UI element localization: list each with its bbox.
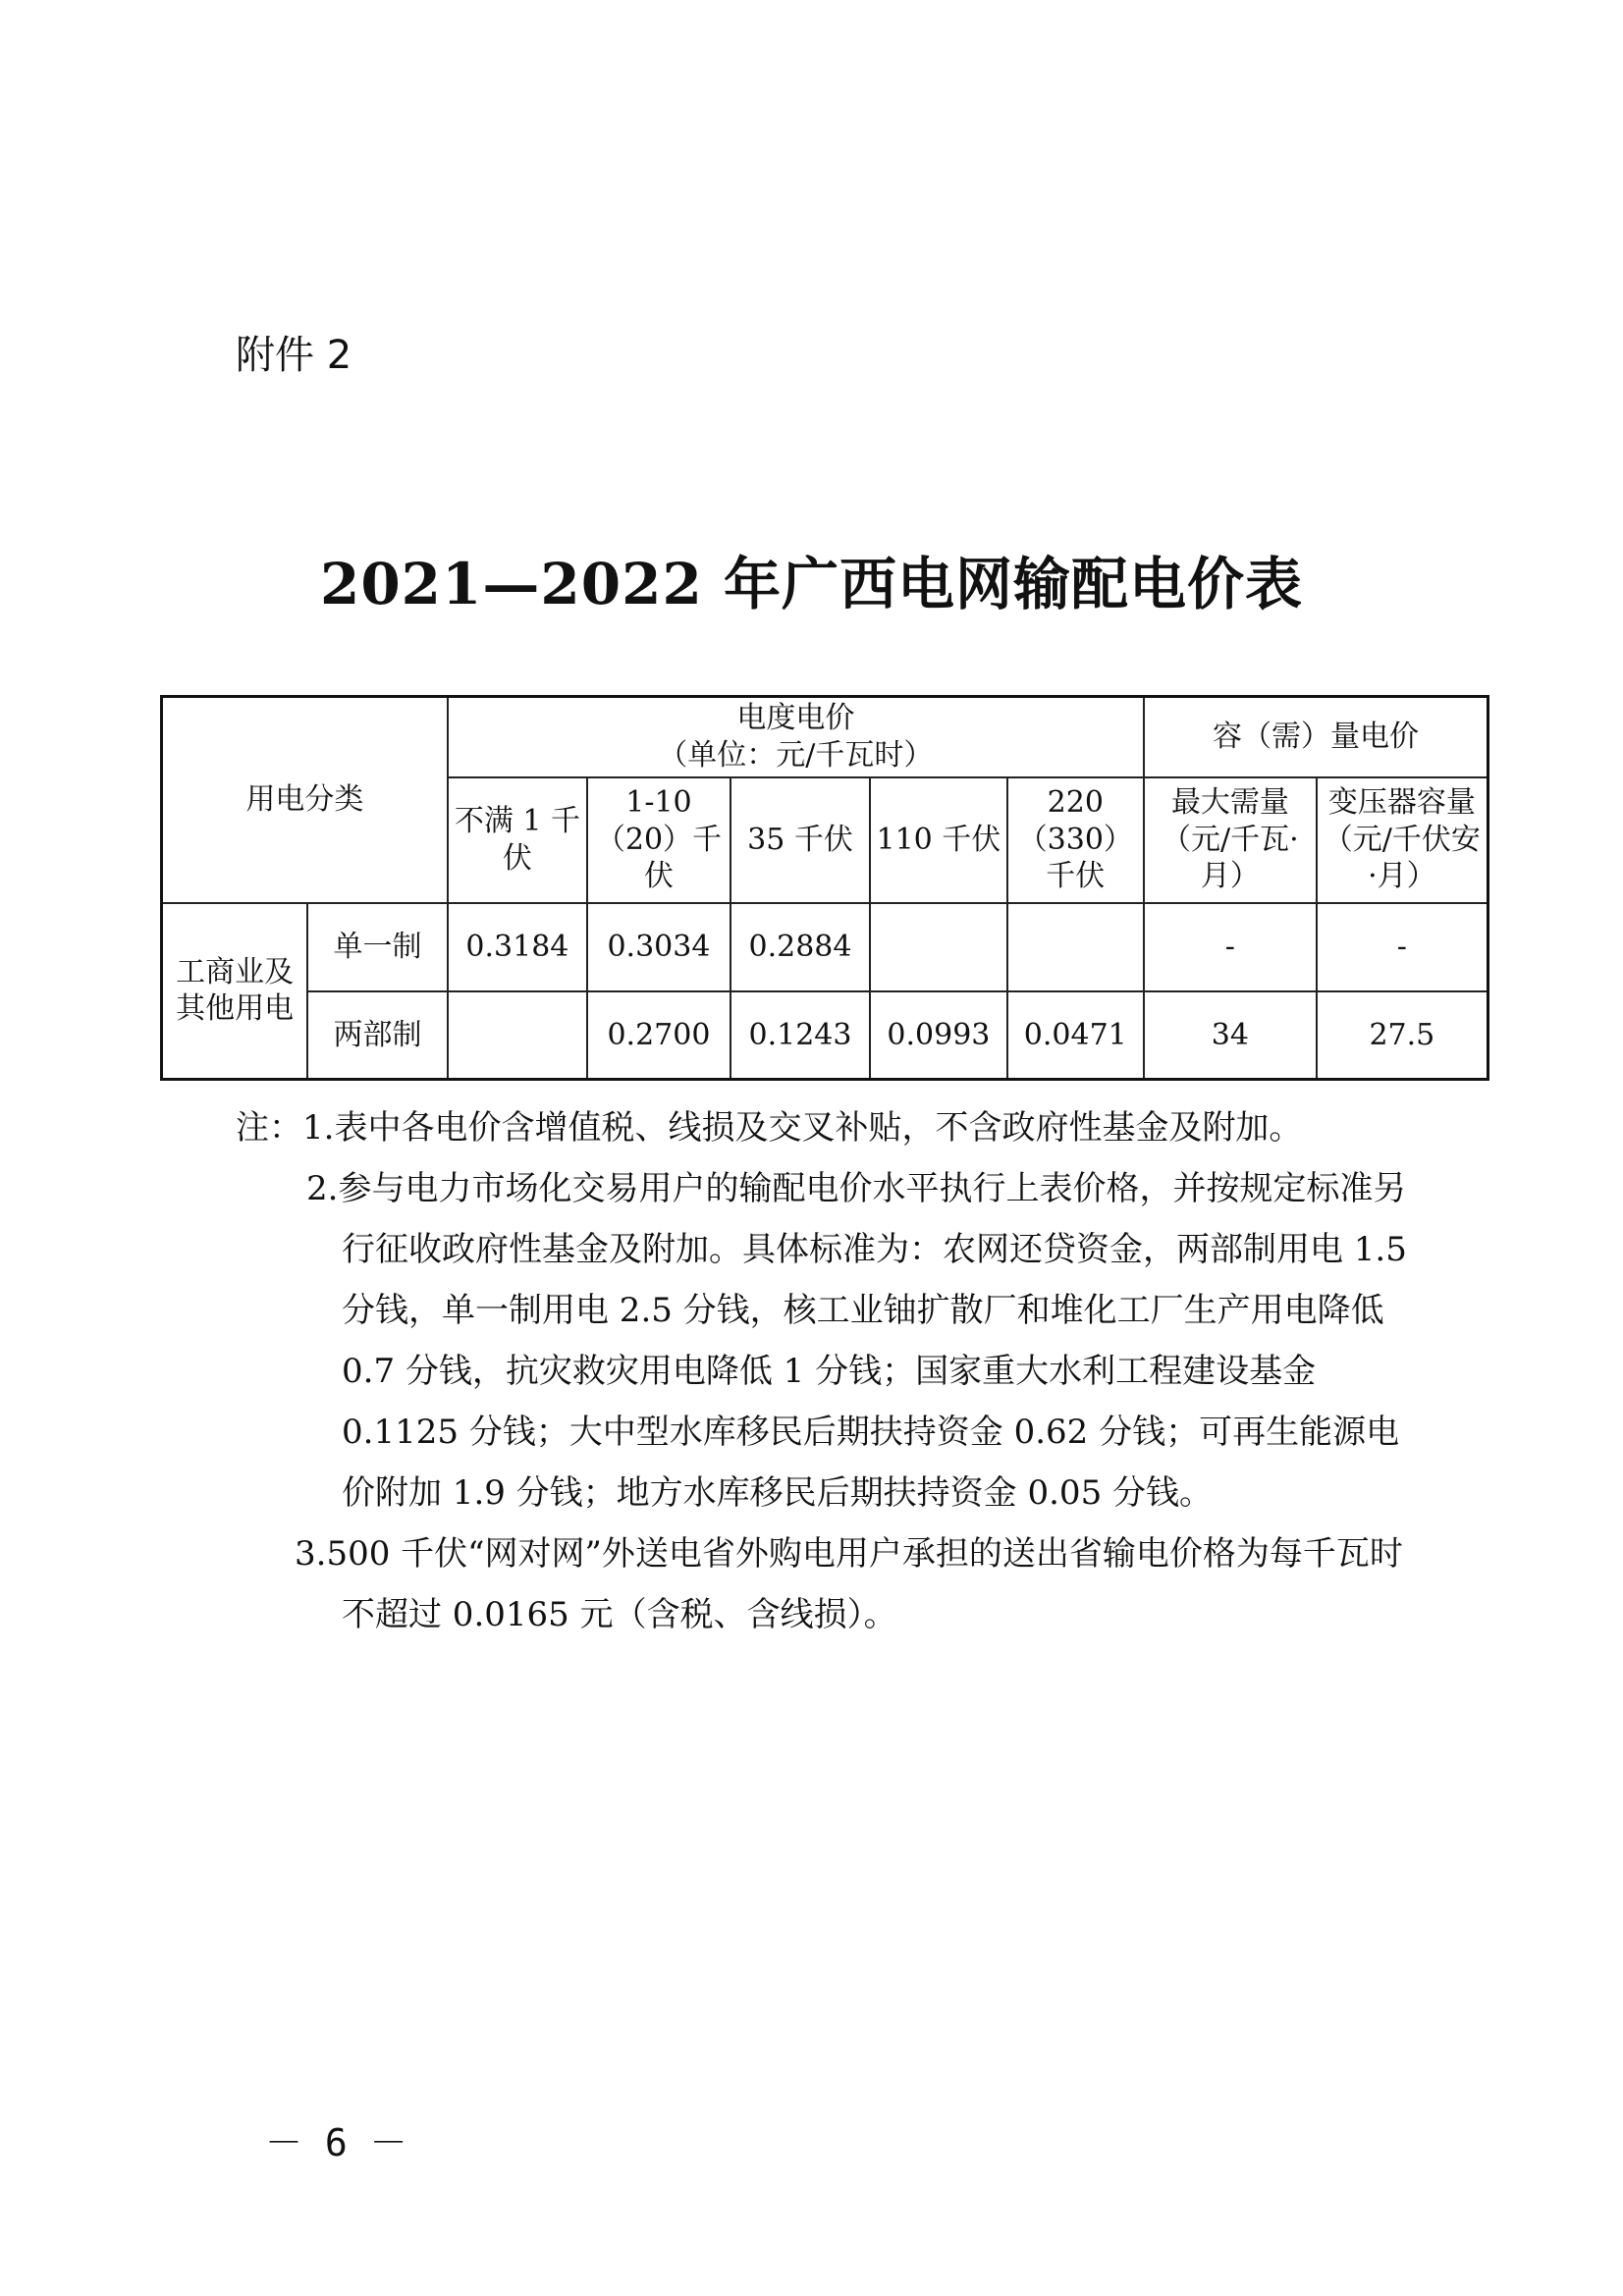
row-name: 两部制 <box>307 991 447 1080</box>
voltage-header: 110 千伏 <box>870 777 1006 903</box>
page-number: － 6 － <box>265 2121 407 2164</box>
energy-price-unit: （单位：元/千瓦时） <box>658 737 934 773</box>
notes-prefix: 注： <box>236 1108 302 1148</box>
note-3: 3.500 千伏“网对网”外送电省外购电用户承担的送出省输电价格为每千瓦时不超过 0.0165 元（含税、含线损）。 <box>295 1534 1403 1634</box>
voltage-header: 35 千伏 <box>730 777 870 903</box>
voltage-header: 不满 1 千伏 <box>448 777 587 903</box>
table-cell: 0.3034 <box>587 903 730 991</box>
capacity-col-header: 变压器容量（元/千伏安·月） <box>1317 777 1488 903</box>
energy-price-header <box>448 697 1144 777</box>
category-header: 用电分类 <box>162 697 448 903</box>
table-cell: 0.2700 <box>587 991 730 1080</box>
table-cell: 0.2884 <box>730 903 870 991</box>
attachment-label: 附件 2 <box>236 333 352 378</box>
table-row <box>162 903 1488 991</box>
table-row <box>162 991 1488 1080</box>
table-cell: - <box>1144 903 1317 991</box>
note-1-text: 1.表中各电价含增值税、线损及交叉补贴，不含政府性基金及附加。 <box>302 1108 1303 1148</box>
note-2: 2.参与电力市场化交易用户的输配电价水平执行上表价格，并按规定标准另行征收政府性基金及附加。具体标准为：农网还贷资金，两部制用电 1.5 分钱，单一制用电 2.5 分钱，核工业铀扩散厂和堆化工厂生产用电降低 0.7 分钱，抗灾救灾用电降低 1 分钱；国家重大水利工程建设基金 0.1125 分钱；大中型水库移民后期扶持资金 0.62 分钱；可再生能源电价附加 1.9 分钱；地方水库移民后期扶持资金 0.05 分钱。 <box>306 1169 1407 1513</box>
note-1 <box>236 1097 1414 1158</box>
price-table <box>160 695 1489 1081</box>
table-cell: 0.1243 <box>730 991 870 1080</box>
capacity-col-header: 最大需量（元/千瓦·月） <box>1144 777 1317 903</box>
row-name: 单一制 <box>307 903 447 991</box>
table-cell: 0.0471 <box>1007 991 1144 1080</box>
table-cell: 34 <box>1144 991 1317 1080</box>
voltage-header: 1-10（20）千伏 <box>587 777 730 903</box>
table-cell: 0.0993 <box>870 991 1006 1080</box>
notes-section <box>236 1097 1414 1645</box>
page-title: 2021—2022 年广西电网输配电价表 <box>319 551 1304 617</box>
energy-price-title: 电度电价 <box>736 701 855 736</box>
voltage-header: 220（330）千伏 <box>1007 777 1144 903</box>
group-label: 工商业及其他用电 <box>162 903 308 1080</box>
capacity-price-header: 容（需）量电价 <box>1144 697 1488 777</box>
table-cell: 0.3184 <box>448 903 587 991</box>
table-cell: 27.5 <box>1317 991 1488 1080</box>
table-cell <box>448 991 587 1080</box>
table-cell <box>1007 903 1144 991</box>
table-cell <box>870 903 1006 991</box>
table-cell: - <box>1317 903 1488 991</box>
